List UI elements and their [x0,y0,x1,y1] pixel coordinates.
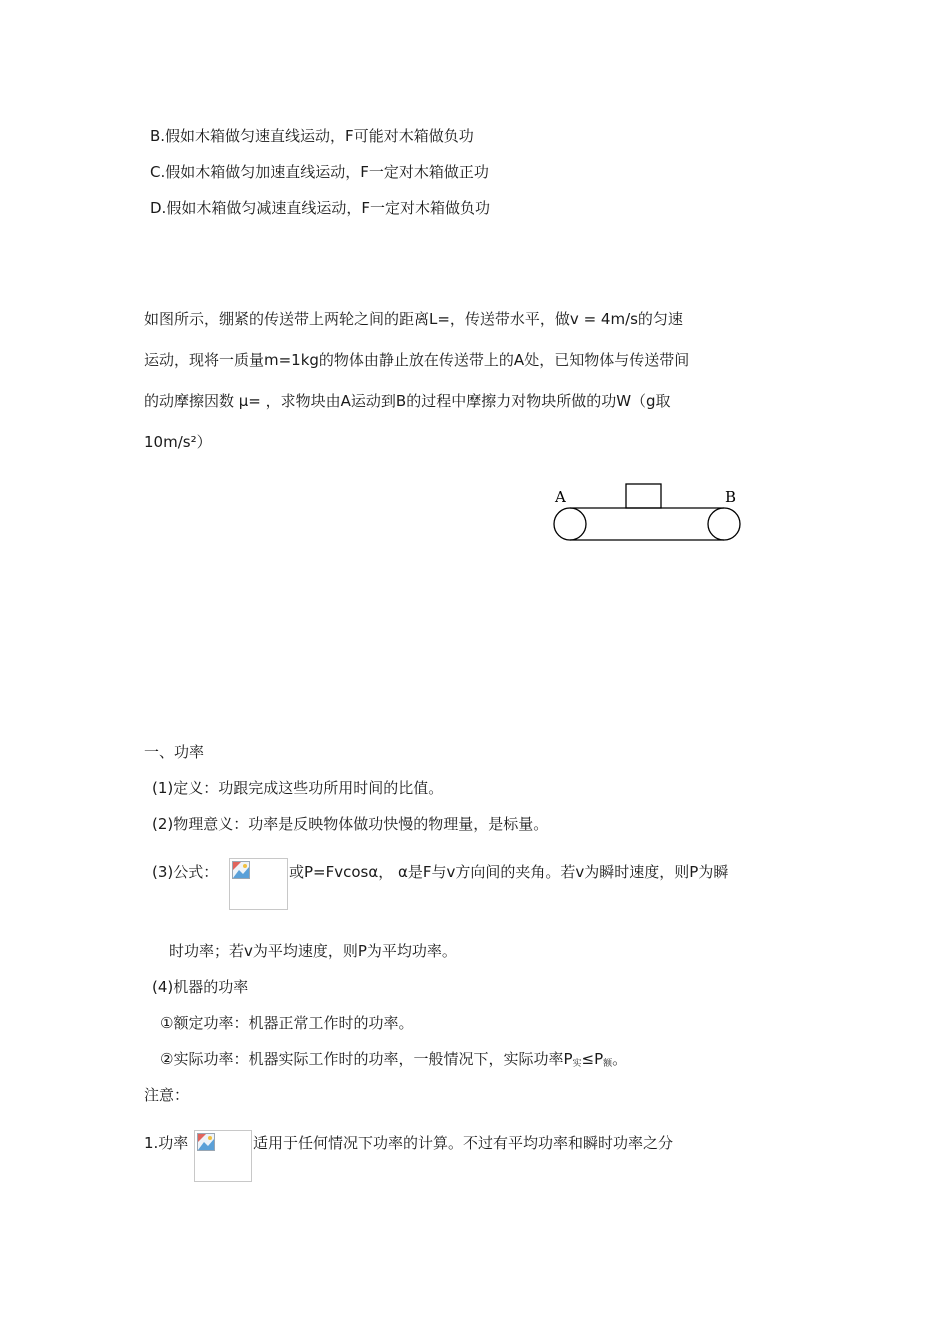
right-wheel [708,508,740,540]
label-a: A [555,488,566,506]
formula-suffix: 或P=Fvcosα， α是F与v方向间的夹角。若v为瞬时速度，则P为瞬 [289,863,729,881]
note-heading: 注意： [144,1086,190,1104]
problem-line-4: 10m/s²） [144,433,212,451]
option-d: D.假如木箱做匀减速直线运动，F一定对木箱做负功 [150,199,490,217]
problem-line-3: 的动摩擦因数 μ= ，求物块由A运动到B的过程中摩擦力对物块所做的功W（g取 [144,392,671,410]
section-heading: 一、功率 [144,743,205,761]
label-b: B [725,488,737,506]
definition-item: (1)定义：功跟完成这些功所用时间的比值。 [152,779,444,797]
formula-image [229,858,288,910]
formula-prefix: (3)公式： [152,863,219,881]
problem-line-1: 如图所示，绷紧的传送带上两轮之间的距离L=，传送带水平，做v = 4m/s的匀速 [144,310,683,328]
option-c: C.假如木箱做匀加速直线运动，F一定对木箱做正功 [150,163,489,181]
left-wheel [554,508,586,540]
actual-power-end: 。 [612,1050,628,1068]
note1-suffix: 适用于任何情况下功率的计算。不过有平均功率和瞬时功率之分 [253,1134,674,1152]
meaning-item: (2)物理意义：功率是反映物体做功快慢的物理量，是标量。 [152,815,549,833]
formula-continuation: 时功率；若v为平均速度，则P为平均功率。 [169,942,457,960]
power-formula-image [194,1130,252,1182]
actual-power-text: ②实际功率：机器实际工作时的功率，一般情况下，实际功率P [160,1050,573,1068]
block-on-belt [626,484,661,508]
conveyor-belt-diagram [545,478,750,548]
rated-power-item: ①额定功率：机器正常工作时的功率。 [160,1014,414,1032]
subscript-rated: 额 [603,1059,613,1069]
broken-image-icon [197,1133,215,1151]
actual-power-item [160,1049,627,1074]
machine-power-item: (4)机器的功率 [152,978,249,996]
note1-prefix: 1.功率 [144,1134,189,1152]
option-b: B.假如木箱做匀速直线运动，F可能对木箱做负功 [150,127,474,145]
broken-image-icon [232,861,250,879]
problem-line-2: 运动，现将一质量m=1kg的物体由静止放在传送带上的A处，已知物体与传送带间 [144,351,690,369]
actual-power-compare: ≤P [581,1050,604,1068]
subscript-actual: 实 [572,1059,582,1069]
